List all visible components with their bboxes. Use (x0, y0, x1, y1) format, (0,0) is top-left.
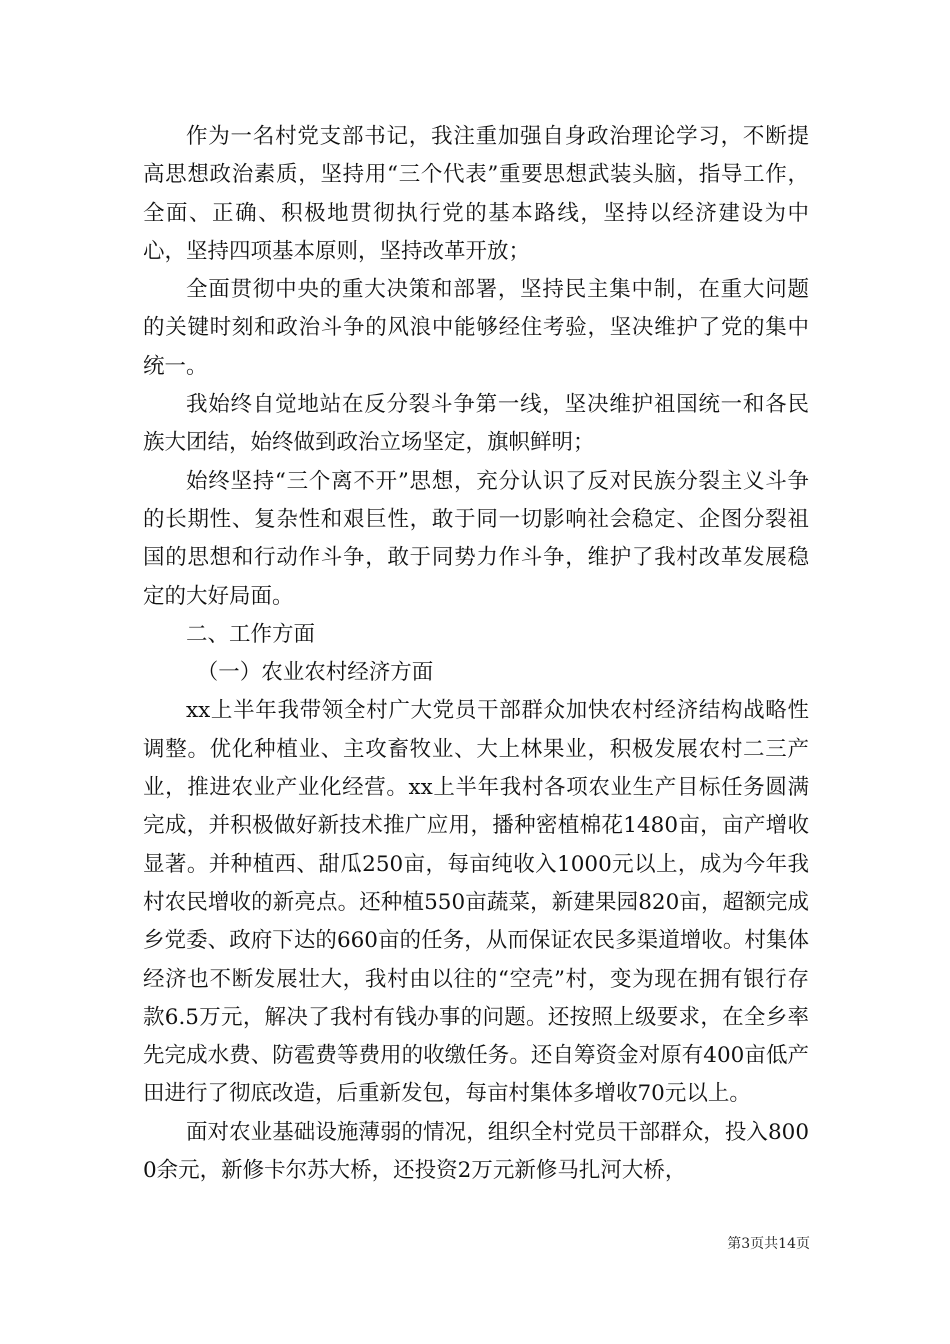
page-number-footer: 第3页共14页 (727, 1236, 810, 1252)
paragraph-central-decisions: 全面贯彻中央的重大决策和部署，坚持民主集中制，在重大问题的关键时刻和政治斗争的风浪中能够经住考验，坚决维护了党的集中统一。 (143, 277, 809, 379)
document-body (143, 118, 809, 1190)
paragraph-political-study: 作为一名村党支部书记，我注重加强自身政治理论学习，不断提高思想政治素质，坚持用“三个代表”重要思想武装头脑，指导工作，全面、正确、积极地贯彻执行党的基本路线，坚持以经济建设为中心，坚持四项基本原则，坚持改革开放； (143, 124, 809, 264)
paragraph-anti-separatism: 我始终自觉地站在反分裂斗争第一线，坚决维护祖国统一和各民族大团结，始终做到政治立场坚定，旗帜鲜明； (143, 392, 809, 456)
paragraph-agriculture: xx上半年我带领全村广大党员干部群众加快农村经济结构战略性调整。优化种植业、主攻畜牧业、大上林果业，积极发展农村二三产业，推进农业产业化经营。xx上半年我村各项农业生产目标任务圆满完成，并积极做好新技术推广应用，播种密植棉花1480亩，亩产增收显著。并种植西、甜瓜250亩，每亩纯收入1000元以上，成为今年我村农民增收的新亮点。还种植550亩蔬菜，新建果园820亩，超额完成乡党委、政府下达的660亩的任务，从而保证农民多渠道增收。村集体经济也不断发展壮大，我村由以往的“空壳”村，变为现在拥有银行存款6.5万元，解决了我村有钱办事的问题。还按照上级要求，在全乡率先完成水费、防雹费等费用的收缴任务。还自筹资金对原有400亩低产田进行了彻底改造，后重新发包，每亩村集体多增收70元以上。 (143, 698, 810, 1107)
subsection-heading: （一）农业农村经济方面 (196, 660, 434, 686)
paragraph-three-inseparables: 始终坚持“三个离不开”思想，充分认识了反对民族分裂主义斗争的长期性、复杂性和艰巨性，敢于同一切影响社会稳定、企图分裂祖国的思想和行动作斗争，敢于同势力作斗争，维护了我村改革发展稳定的大好局面。 (143, 468, 809, 609)
section-heading: 二、工作方面 (186, 621, 316, 647)
paragraph-infrastructure: 面对农业基础设施薄弱的情况，组织全村党员干部群众，投入8000余元，新修卡尔苏大桥，还投资2万元新修马扎河大桥， (143, 1119, 809, 1184)
